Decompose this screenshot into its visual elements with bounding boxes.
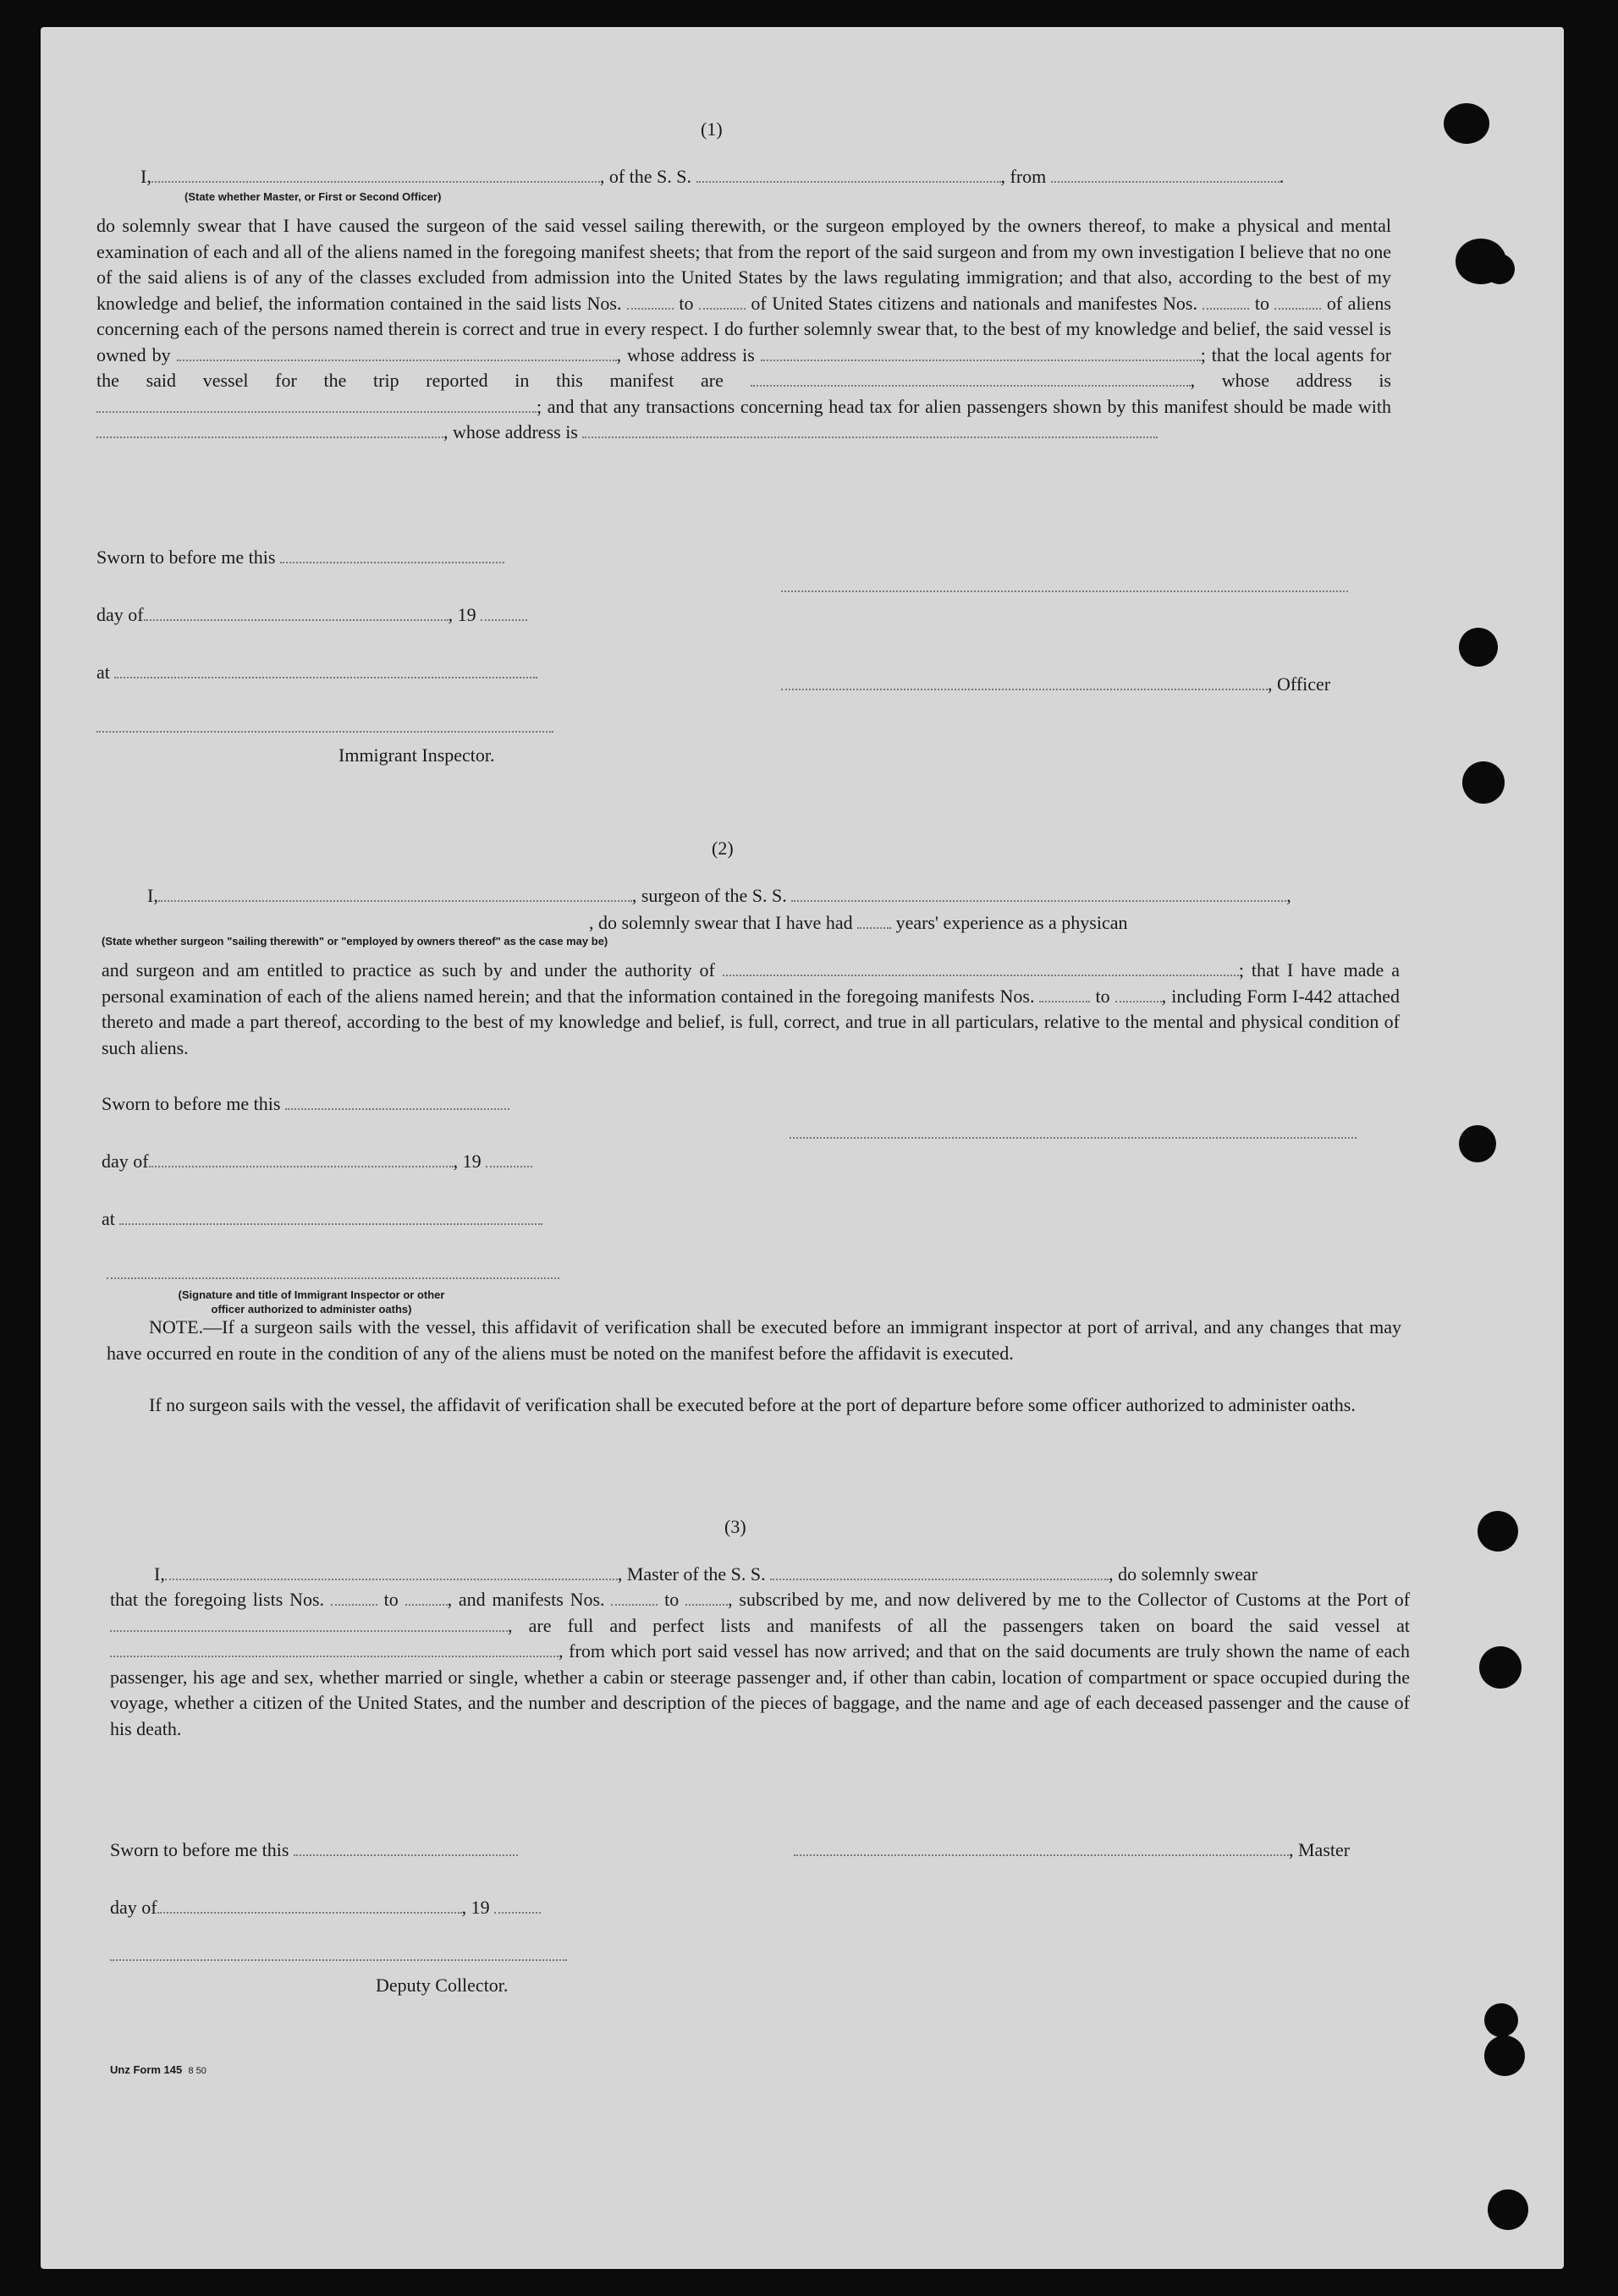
section-2-at: at	[102, 1206, 542, 1232]
section-3-master-line: , Master	[794, 1837, 1350, 1863]
punch-hole	[1478, 1511, 1518, 1552]
officer-note: (State whether Master, or First or Second Officer)	[184, 190, 442, 203]
section-1-line-1: I, , of the S. S. , from .	[140, 166, 1285, 187]
form-page	[41, 27, 1564, 2269]
section-1-signature-line	[781, 574, 1348, 599]
punch-hole	[1484, 2035, 1525, 2076]
section-3-deputy-line	[110, 1942, 567, 1968]
punch-hole	[1488, 2189, 1528, 2230]
section-2-inspector-line	[107, 1261, 559, 1286]
section-2-sworn: Sworn to before me this	[102, 1091, 509, 1117]
punch-hole	[1444, 103, 1489, 144]
punch-hole	[1459, 1125, 1496, 1162]
section-2-line-1: I, , surgeon of the S. S. ,	[147, 885, 1291, 906]
section-1-at: at	[96, 660, 537, 685]
section-1-inspector: Immigrant Inspector.	[338, 744, 495, 766]
punch-hole	[1459, 628, 1498, 667]
section-2-signature-line	[790, 1120, 1357, 1145]
surgeon-note: (State whether surgeon "sailing therewith" or "employed by owners thereof" as the case may be)	[102, 935, 608, 948]
section-2-note-2: If no surgeon sails with the vessel, the affidavit of verification shall be executed before at the port of departure before some officer authorized to administer oaths.	[149, 1394, 1356, 1415]
section-1-number: (1)	[701, 118, 723, 140]
section-1-day-of: day of , 19	[96, 602, 527, 628]
section-1-inspector-line	[96, 714, 553, 739]
section-3-line-1: I, , Master of the S. S. , do solemnly swear	[154, 1563, 1258, 1585]
punch-hole	[1479, 1646, 1522, 1689]
section-2-day-of: day of , 19	[102, 1149, 532, 1174]
section-3-number: (3)	[724, 1516, 746, 1537]
section-3-sworn: Sworn to before me this	[110, 1837, 518, 1863]
form-number: Unz Form 145 8 50	[110, 2063, 206, 2076]
section-1-officer-line: , Officer	[781, 672, 1330, 697]
section-3-body: that the foregoing lists Nos. to , and manifests Nos. to , subscribed by me, and now delivered by me to the Collector of Customs at the Port of , are full and perfect lists and manifests of all the passengers taken on board the said vessel at , from which port said vessel has now arrived; and that on the said documents are truly shown the name of each passenger, his age and sex, whether married or single, whether a cabin or steerage passenger and, if other than cabin, location of compartment or space occupied during the voyage, whether a citizen of the United States, and the number and description of the pieces of baggage, and the name and age of each deceased passenger and the cause of his death.	[110, 1589, 1411, 1739]
punch-hole	[1484, 254, 1515, 284]
section-1-body: do solemnly swear that I have caused the surgeon of the said vessel sailing therewith, or the surgeon employed by the owners thereof, to make a physical and mental examination of each and all of the aliens named in the foregoing manifest sheets; that from the report of the said surgeon and from my own investigation I believe that no one of the said aliens is of any of the classes excluded from admission into the United States by the laws regulating immigration; and that also, according to the best of my knowledge and belief, the information contained in the said lists Nos. to of United States citizens and nationals and manifestes Nos. to of aliens concerning each of the persons named therein is correct and true in every respect. I do further solemnly swear that, to the best of my knowledge and belief, the said vessel is owned by , whose address is ; that the local agents for the said vessel for the trip reported in this manifest are , whose address is ; and that any transactions concerning head tax for alien passengers shown by this manifest should be made with , whose address is	[96, 215, 1392, 442]
section-2-body: and surgeon and am entitled to practice as such by and under the authority of ; that I have made a personal examination of each of the aliens named herein; and that the information contained in the foregoing manifests Nos. to , including Form I-442 attached thereto and made a part thereof, according to the best of my knowledge and belief, is full, correct, and true in all particulars, relative to the mental and physical condition of such aliens.	[102, 959, 1401, 1058]
section-3-deputy: Deputy Collector.	[376, 1975, 509, 1996]
section-2-note-1: NOTE.—If a surgeon sails with the vessel, this affidavit of verification shall be executed before an immigrant inspector at port of arrival, and any changes that may have occurred en route in the condition of any of the aliens must be noted on the manifest before the affidavit is executed.	[107, 1316, 1401, 1364]
section-3-day-of: day of , 19	[110, 1895, 541, 1920]
section-2-line-2: , do solemnly swear that I have had years' experience as a physican	[589, 912, 1128, 933]
section-2-number: (2)	[712, 838, 734, 859]
section-1-sworn: Sworn to before me this	[96, 545, 504, 570]
punch-hole	[1462, 761, 1505, 804]
signature-note: (Signature and title of Immigrant Inspector or other officer authorized to administer oaths)	[178, 1288, 445, 1316]
punch-hole	[1484, 2003, 1518, 2037]
